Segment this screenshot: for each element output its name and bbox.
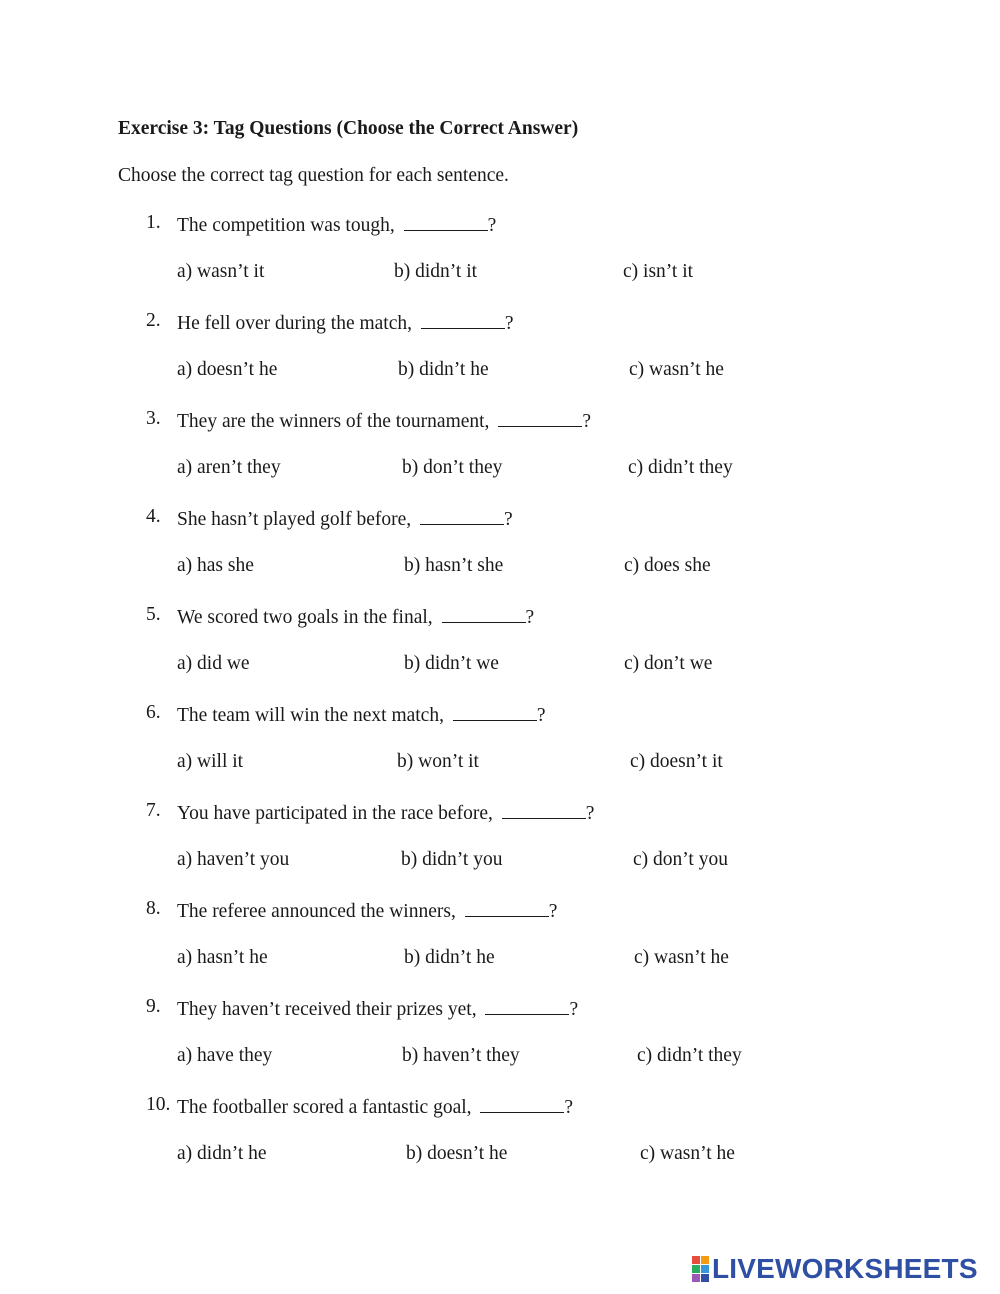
question-mark: ? bbox=[487, 215, 497, 236]
question-text bbox=[177, 898, 557, 923]
answer-option[interactable]: a) aren’t they bbox=[177, 457, 281, 478]
answer-option[interactable]: a) have they bbox=[177, 1045, 273, 1066]
question-text bbox=[177, 800, 594, 825]
answer-option[interactable]: b) haven’t they bbox=[402, 1045, 520, 1066]
answer-blank[interactable] bbox=[465, 898, 549, 917]
question-text bbox=[177, 506, 513, 531]
answer-option[interactable]: b) don’t they bbox=[402, 457, 503, 478]
answer-options bbox=[0, 261, 1000, 287]
answer-options bbox=[0, 457, 1000, 483]
answer-option[interactable]: a) has she bbox=[177, 555, 254, 576]
answer-option[interactable]: c) wasn’t he bbox=[640, 1143, 735, 1164]
answer-option[interactable]: c) wasn’t he bbox=[629, 359, 724, 380]
answer-option[interactable]: a) didn’t he bbox=[177, 1143, 267, 1164]
answer-blank[interactable] bbox=[404, 212, 488, 231]
exercise-instruction: Choose the correct tag question for each sentence. bbox=[118, 165, 509, 186]
question-item bbox=[0, 996, 1000, 1094]
question-item bbox=[0, 702, 1000, 800]
answer-option[interactable]: c) don’t we bbox=[624, 653, 713, 674]
question-sentence: The team will win the next match, bbox=[177, 705, 449, 726]
answer-option[interactable]: a) haven’t you bbox=[177, 849, 290, 870]
liveworksheets-logo-text: LIVEWORKSHEETS bbox=[712, 1253, 978, 1284]
answer-blank[interactable] bbox=[498, 408, 582, 427]
question-number: 6. bbox=[146, 702, 161, 723]
question-number: 3. bbox=[146, 408, 161, 429]
question-number: 10. bbox=[146, 1094, 171, 1115]
answer-option[interactable]: c) didn’t they bbox=[637, 1045, 742, 1066]
question-number: 1. bbox=[146, 212, 161, 233]
answer-option[interactable]: c) don’t you bbox=[633, 849, 728, 870]
question-text bbox=[177, 408, 591, 433]
answer-option[interactable]: b) won’t it bbox=[397, 751, 479, 772]
answer-option[interactable]: a) wasn’t it bbox=[177, 261, 265, 282]
question-text bbox=[177, 310, 514, 335]
exercise-title: Exercise 3: Tag Questions (Choose the Correct Answer) bbox=[118, 118, 579, 139]
question-sentence: She hasn’t played golf before, bbox=[177, 509, 416, 530]
question-mark: ? bbox=[536, 705, 546, 726]
question-item bbox=[0, 506, 1000, 604]
answer-option[interactable]: b) didn’t he bbox=[398, 359, 489, 380]
question-item bbox=[0, 310, 1000, 408]
answer-option[interactable]: b) hasn’t she bbox=[404, 555, 504, 576]
answer-option[interactable]: c) does she bbox=[624, 555, 711, 576]
question-number: 2. bbox=[146, 310, 161, 331]
answer-blank[interactable] bbox=[420, 506, 504, 525]
answer-option[interactable]: b) didn’t we bbox=[404, 653, 499, 674]
question-text bbox=[177, 702, 546, 727]
answer-option[interactable]: c) doesn’t it bbox=[630, 751, 723, 772]
question-sentence: The referee announced the winners, bbox=[177, 901, 461, 922]
answer-option[interactable]: c) wasn’t he bbox=[634, 947, 729, 968]
question-sentence: You have participated in the race before, bbox=[177, 803, 498, 824]
answer-blank[interactable] bbox=[485, 996, 569, 1015]
liveworksheets-logo-icon bbox=[692, 1256, 709, 1282]
question-item bbox=[0, 604, 1000, 702]
question-mark: ? bbox=[548, 901, 558, 922]
question-sentence: The footballer scored a fantastic goal, bbox=[177, 1097, 477, 1118]
answer-option[interactable]: a) will it bbox=[177, 751, 244, 772]
answer-option[interactable]: b) doesn’t he bbox=[406, 1143, 508, 1164]
answer-options bbox=[0, 1143, 1000, 1169]
question-item bbox=[0, 898, 1000, 996]
answer-options bbox=[0, 359, 1000, 385]
question-mark: ? bbox=[525, 607, 535, 628]
question-mark: ? bbox=[582, 411, 591, 432]
answer-option[interactable]: b) didn’t it bbox=[394, 261, 478, 282]
question-number: 7. bbox=[146, 800, 161, 821]
question-sentence: The competition was tough, bbox=[177, 215, 400, 236]
answer-options bbox=[0, 1045, 1000, 1071]
question-mark: ? bbox=[504, 313, 514, 334]
answer-option[interactable]: a) hasn’t he bbox=[177, 947, 268, 968]
question-item bbox=[0, 408, 1000, 506]
question-number: 5. bbox=[146, 604, 161, 625]
answer-options bbox=[0, 849, 1000, 875]
question-number: 9. bbox=[146, 996, 161, 1017]
question-text bbox=[177, 1094, 573, 1119]
answer-option[interactable]: c) didn’t they bbox=[628, 457, 733, 478]
question-number: 4. bbox=[146, 506, 161, 527]
answer-blank[interactable] bbox=[453, 702, 537, 721]
question-mark: ? bbox=[585, 803, 595, 824]
answer-option[interactable]: a) doesn’t he bbox=[177, 359, 278, 380]
answer-blank[interactable] bbox=[442, 604, 526, 623]
answer-blank[interactable] bbox=[480, 1094, 564, 1113]
question-number: 8. bbox=[146, 898, 161, 919]
answer-options bbox=[0, 947, 1000, 973]
question-text bbox=[177, 996, 578, 1021]
answer-options bbox=[0, 555, 1000, 581]
question-sentence: He fell over during the match, bbox=[177, 313, 417, 334]
answer-option[interactable]: a) did we bbox=[177, 653, 250, 674]
question-text bbox=[177, 212, 496, 237]
question-list bbox=[0, 212, 1000, 1192]
answer-option[interactable]: c) isn’t it bbox=[623, 261, 694, 282]
answer-blank[interactable] bbox=[502, 800, 586, 819]
question-mark: ? bbox=[504, 509, 513, 530]
answer-option[interactable]: b) didn’t he bbox=[404, 947, 495, 968]
question-item bbox=[0, 1094, 1000, 1192]
question-sentence: They are the winners of the tournament, bbox=[177, 411, 495, 432]
question-sentence: They haven’t received their prizes yet, bbox=[177, 999, 482, 1020]
question-sentence: We scored two goals in the final, bbox=[177, 607, 438, 628]
question-mark: ? bbox=[564, 1097, 574, 1118]
answer-options bbox=[0, 751, 1000, 777]
answer-options bbox=[0, 653, 1000, 679]
question-text bbox=[177, 604, 534, 629]
question-mark: ? bbox=[569, 999, 579, 1020]
answer-blank[interactable] bbox=[421, 310, 505, 329]
question-item bbox=[0, 800, 1000, 898]
liveworksheets-logo bbox=[692, 1254, 978, 1284]
answer-option[interactable]: b) didn’t you bbox=[401, 849, 503, 870]
question-item bbox=[0, 212, 1000, 310]
